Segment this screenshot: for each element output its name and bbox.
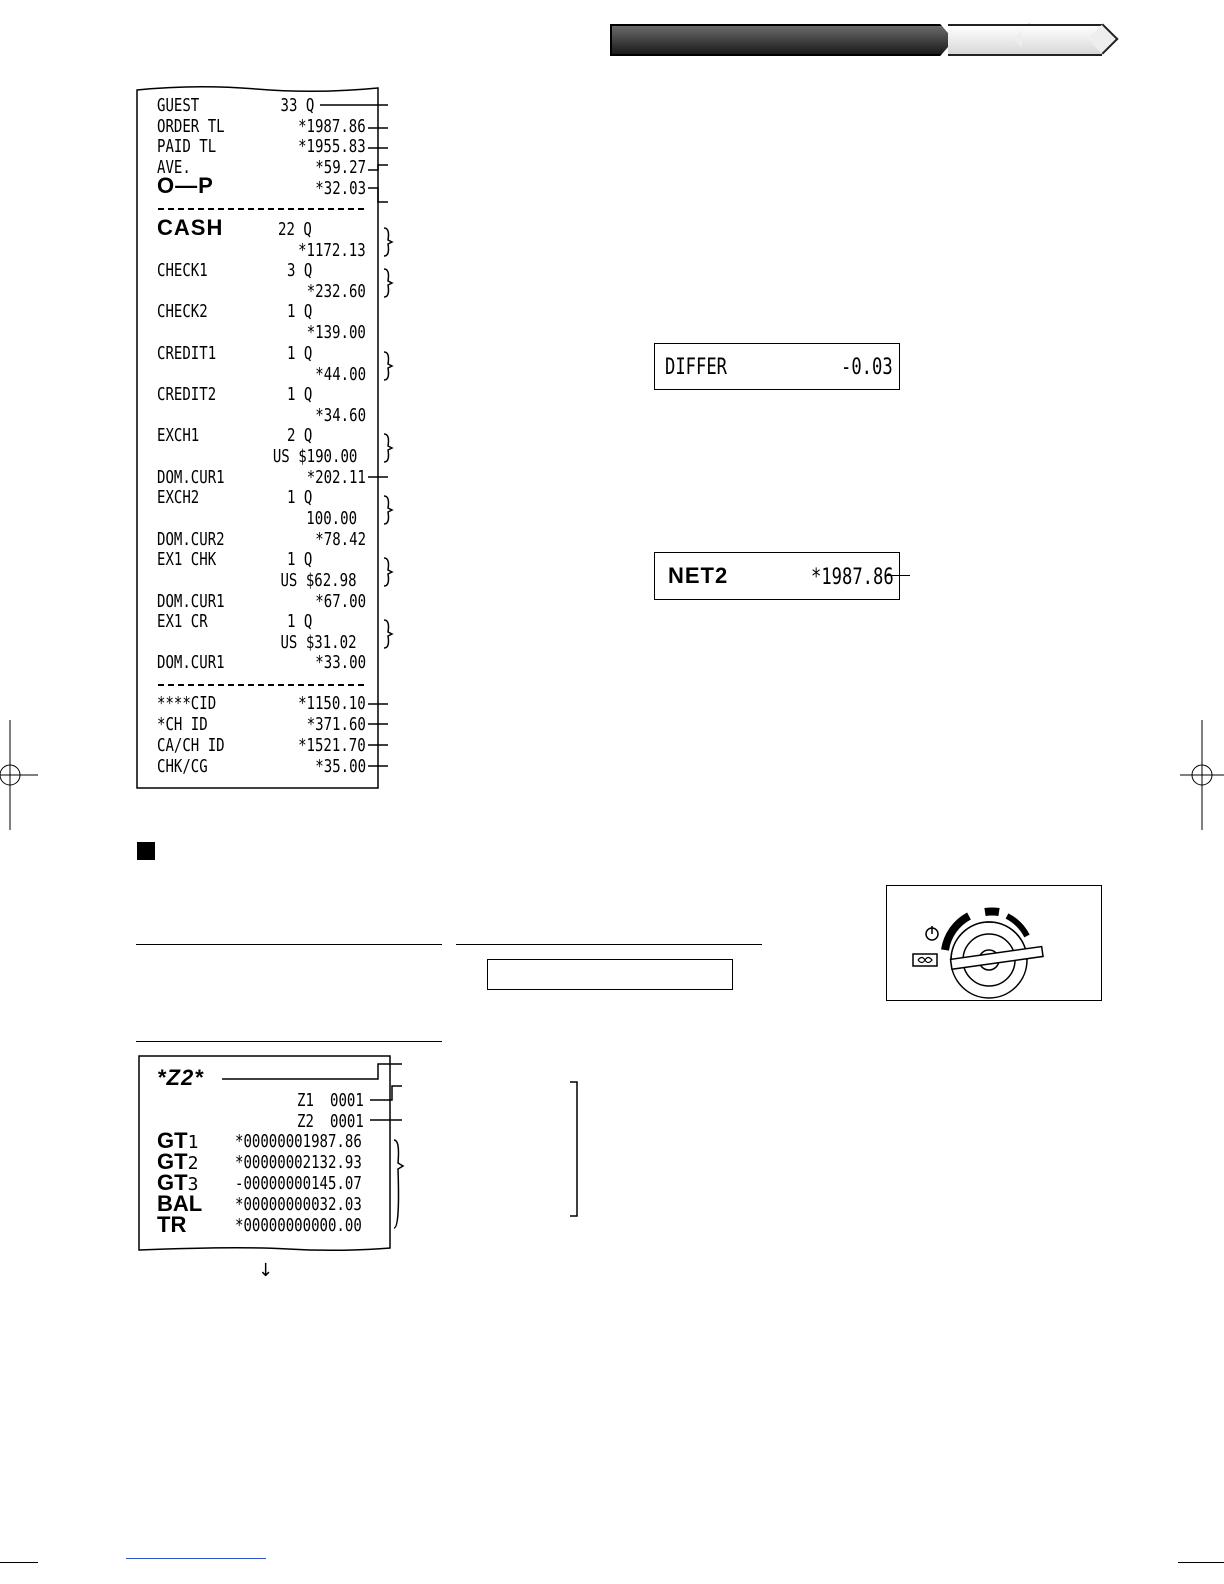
gt1-label: GT1 — [157, 1128, 199, 1153]
receipt-count: 1 Q — [287, 611, 313, 632]
receipt-count: 3 Q — [287, 260, 313, 281]
receipt-count: 1 Q — [287, 384, 313, 405]
receipt-value: *67.00 — [315, 591, 366, 612]
receipt-label: PAID TL — [157, 136, 217, 157]
gt2-value: *00000002132.93 — [235, 1152, 362, 1173]
receipt-count: 22 Q — [278, 219, 312, 240]
gt2-label: GT2 — [157, 1149, 199, 1174]
chapter-tab-2 — [948, 24, 1028, 56]
receipt-value: *1172.13 — [298, 240, 366, 261]
net2-display — [654, 552, 900, 600]
receipt-label: EXCH1 — [157, 425, 200, 446]
receipt-value: *34.60 — [315, 405, 366, 426]
crop-mark-left — [0, 720, 40, 830]
chapter-tab-bar — [610, 22, 1102, 54]
receipt-label: CHECK1 — [157, 260, 208, 281]
receipt-value: 100.00 — [306, 508, 357, 529]
receipt-1-callouts — [300, 90, 400, 790]
receipt-label: AVE. — [157, 157, 191, 178]
receipt-label: *CH ID — [157, 714, 208, 735]
receipt-label: DOM.CUR2 — [157, 529, 225, 550]
receipt-value: *232.60 — [306, 281, 366, 302]
net2-leader — [886, 575, 910, 576]
differ-value: -0.03 — [841, 355, 893, 380]
receipt-value: *35.00 — [315, 756, 366, 777]
differ-display — [654, 343, 900, 390]
receipt-label: CHECK2 — [157, 301, 208, 322]
receipt-label: CA/CH ID — [157, 735, 225, 756]
chapter-tab-active — [610, 24, 954, 56]
receipt-label: ****CID — [157, 693, 217, 714]
rule — [136, 944, 442, 945]
rule — [456, 944, 762, 945]
receipt-label: O—P — [157, 173, 214, 198]
continue-arrow: ↓ — [258, 1260, 274, 1281]
receipt-label: CREDIT2 — [157, 384, 217, 405]
counter-label: Z1 — [297, 1090, 314, 1111]
chapter-tab-3 — [1022, 24, 1102, 56]
receipt-value: *1150.10 — [298, 693, 366, 714]
gt3-label: GT3 — [157, 1170, 199, 1195]
tr-value: *00000000000.00 — [235, 1215, 362, 1236]
receipt-label: EXCH2 — [157, 487, 200, 508]
receipt-label: EX1 CR — [157, 611, 208, 632]
receipt-count: 2 Q — [287, 425, 313, 446]
section-bullet — [137, 842, 155, 860]
gt1-value: *00000001987.86 — [235, 1131, 362, 1152]
gt3-value: -00000000145.07 — [235, 1173, 362, 1194]
receipt-count: 1 Q — [287, 487, 313, 508]
bal-value: *00000000032.03 — [235, 1194, 362, 1215]
net2-value: *1987.86 — [811, 565, 894, 590]
receipt-value: *202.11 — [306, 467, 366, 488]
infinity-key-icon — [913, 954, 937, 966]
receipt-value: *78.42 — [315, 529, 366, 550]
receipt-value: *1955.83 — [298, 136, 366, 157]
differ-label: DIFFER — [665, 355, 727, 380]
receipt-label: DOM.CUR1 — [157, 467, 225, 488]
receipt-value: *1521.70 — [298, 735, 366, 756]
crop-mark-right — [1180, 720, 1224, 830]
receipt-value: *1987.86 — [298, 116, 366, 137]
receipt-value: *44.00 — [315, 364, 366, 385]
receipt-value: *371.60 — [306, 714, 366, 735]
receipt-value: US $31.02 — [280, 632, 357, 653]
receipt-label: CASH — [157, 215, 224, 240]
receipt-value: *59.27 — [315, 157, 366, 178]
key-entry-box — [487, 959, 733, 990]
receipt-count: 1 Q — [287, 301, 313, 322]
bal-label: BAL — [157, 1191, 203, 1216]
counter-value: 0001 — [330, 1090, 364, 1111]
receipt-label: EX1 CHK — [157, 549, 217, 570]
receipt-value: *139.00 — [306, 322, 366, 343]
footer-link-line — [126, 1558, 266, 1559]
receipt-count: 1 Q — [287, 343, 313, 364]
receipt-value: 33 Q — [280, 95, 314, 116]
receipt-label: GUEST — [157, 95, 200, 116]
receipt-value: US $190.00 — [272, 446, 357, 467]
crop-line — [0, 1562, 38, 1563]
receipt-label: DOM.CUR1 — [157, 652, 225, 673]
receipt-label: DOM.CUR1 — [157, 591, 225, 612]
receipt-value: *33.00 — [315, 652, 366, 673]
receipt-label: ORDER TL — [157, 116, 225, 137]
receipt-2-callouts — [220, 1058, 590, 1230]
net2-label: NET2 — [668, 563, 729, 588]
receipt-label: CHK/CG — [157, 756, 208, 777]
mode-switch-panel — [886, 885, 1102, 1001]
receipt-value: US $62.98 — [280, 570, 357, 591]
receipt-value: *32.03 — [315, 178, 366, 199]
mode-switch-diagram — [887, 886, 1101, 1000]
counter-label: Z2 — [297, 1111, 314, 1132]
tr-label: TR — [157, 1212, 187, 1237]
crop-line — [1178, 1562, 1224, 1563]
power-icon — [926, 926, 938, 940]
receipt-label: CREDIT1 — [157, 343, 217, 364]
receipt-count: 1 Q — [287, 549, 313, 570]
z2-title: *Z2* — [157, 1065, 204, 1090]
rule — [136, 1041, 442, 1042]
counter-value: 0001 — [330, 1111, 364, 1132]
